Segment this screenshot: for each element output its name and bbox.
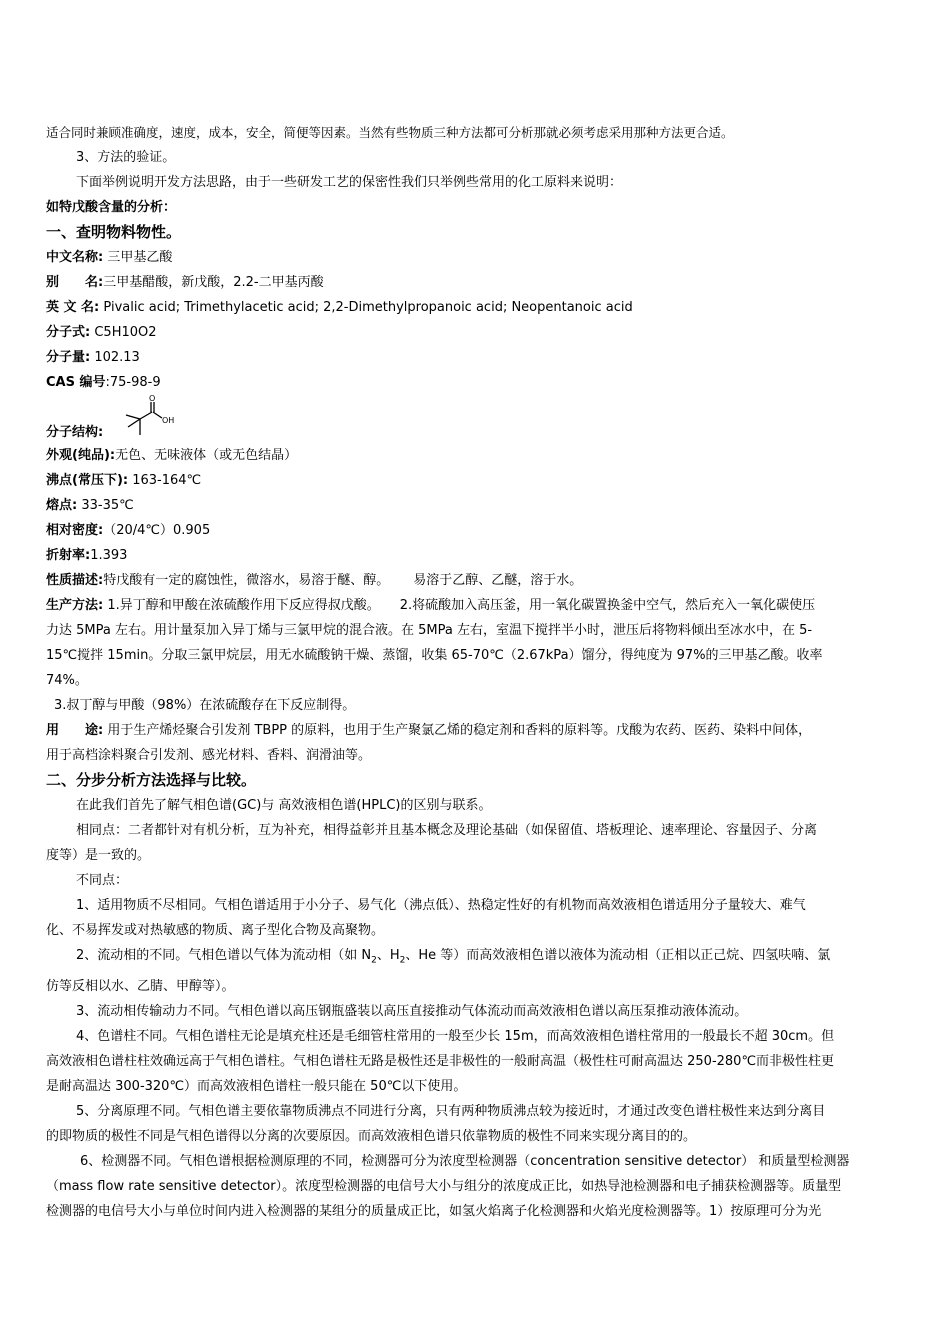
difference-line: 高效液相色谱柱柱效确远高于气相色谱柱。气相色谱柱无路是极性还是非极性的一般耐高温（极性柱可耐高温达 250-280℃而非极性柱更 xyxy=(46,1053,835,1069)
intro-subtitle: 如特戊酸含量的分析： xyxy=(46,200,177,215)
property-label: 英 文 名: xyxy=(46,300,100,315)
property-value: 三甲基醋酸，新戊酸，2.2-二甲基丙酸 xyxy=(103,275,324,290)
property-label: 熔点: xyxy=(46,498,78,513)
difference-line: 化、不易挥发或对热敏感的物质、离子型化合物及高聚物。 xyxy=(46,923,385,938)
property-cas xyxy=(46,370,908,395)
paragraph-line: 度等）是一致的。 xyxy=(46,848,151,863)
intro-line: 3、方法的验证。 xyxy=(76,150,176,165)
production-line: 3.叔丁醇与甲酸（98%）在浓硫酸存在下反应制得。 xyxy=(54,698,356,713)
property-label: 中文名称: xyxy=(46,250,104,265)
property-label: 沸点(常压下): xyxy=(46,473,129,488)
structure-hydroxyl-label: OH xyxy=(162,416,175,425)
section-heading-2: 二、分步分析方法选择与比较。 xyxy=(46,771,257,789)
production-line: 74%。 xyxy=(46,673,88,688)
property-value: :75-98-9 xyxy=(105,375,161,390)
structure-oxygen-label: O xyxy=(149,395,156,403)
paragraph-line: 在此我们首先了解气相色谱(GC)与 高效液相色谱(HPLC)的区别与联系。 xyxy=(76,798,492,813)
property-structure xyxy=(46,395,908,443)
property-label: 别 名: xyxy=(46,275,104,290)
property-label: 生产方法: xyxy=(46,598,104,613)
property-label: 分子结构: xyxy=(46,425,104,440)
difference-line: 6、检测器不同。气相色谱根据检测原理的不同，检测器可分为浓度型检测器（concentration sensitive detector） 和质量型检测器 xyxy=(80,1153,850,1169)
difference-line: 检测器的电信号大小与单位时间内进入检测器的某组分的质量成正比，如氢火焰离子化检测器和火焰光度检测器等。1）按原理可分为光 xyxy=(46,1203,822,1219)
property-value: 163-164℃ xyxy=(132,473,202,488)
property-label: 分子式: xyxy=(46,325,91,340)
property-value: 三甲基乙酸 xyxy=(107,250,173,265)
property-alias xyxy=(46,270,908,295)
difference-text: 、H xyxy=(376,948,400,963)
property-en-name xyxy=(46,295,908,320)
property-mp xyxy=(46,493,908,518)
paragraph-line: 不同点： xyxy=(76,873,129,888)
usage-line xyxy=(46,718,908,743)
subscript: 2 xyxy=(399,955,406,966)
difference-line: 5、分离原理不同。气相色谱主要依靠物质沸点不同进行分离，只有两种物质沸点较为接近时，才通过改变色谱柱极性来达到分离目 xyxy=(76,1103,826,1119)
property-label: CAS 编号 xyxy=(46,375,106,390)
production-line xyxy=(46,593,908,618)
property-mw xyxy=(46,345,908,370)
property-value: 102.13 xyxy=(94,350,140,365)
difference-line: （mass flow rate sensitive detector）。浓度型检测器的电信号大小与组分的浓度成正比，如热导池检测器和电子捕获检测器等。质量型 xyxy=(46,1178,842,1194)
property-value: 无色、无味液体（或无色结晶） xyxy=(115,448,298,463)
property-bp xyxy=(46,468,908,493)
production-line: 15℃搅拌 15min。分取三氯甲烷层，用无水硫酸钠干燥、蒸馏，收集 65-70℃（2.67kPa）馏分，得纯度为 97%的三甲基乙酸。收率 xyxy=(46,648,823,663)
difference-text: 、He 等）而高效液相色谱以液体为流动相（正相以正己烷、四氢呋喃、氯 xyxy=(405,948,831,963)
property-value: 1.393 xyxy=(90,548,128,563)
property-label: 外观(纯品): xyxy=(46,448,116,463)
property-value: 33-35℃ xyxy=(81,498,134,513)
document-page xyxy=(46,120,908,1224)
property-label: 相对密度: xyxy=(46,523,104,538)
molecular-structure-image xyxy=(118,395,176,439)
difference-line: 1、适用物质不尽相同。气相色谱适用于小分子、易气化（沸点低）、热稳定性好的有机物而高效液相色谱适用分子量较大、难气 xyxy=(76,898,806,913)
difference-line: 是耐高温达 300-320℃）而高效液相色谱柱一般只能在 50℃以下使用。 xyxy=(46,1078,467,1094)
property-label: 分子量: xyxy=(46,350,91,365)
property-density xyxy=(46,518,908,543)
property-value: （20/4℃）0.905 xyxy=(103,523,211,538)
difference-text: 2、流动相的不同。气相色谱以气体为流动相（如 N xyxy=(76,948,372,963)
property-cn-name xyxy=(46,245,908,270)
section-heading-1: 一、查明物料物性。 xyxy=(46,223,182,241)
production-line: 力达 5MPa 左右。用计量泵加入异丁烯与三氯甲烷的混合液。在 5MPa 左右，室温下搅拌半小时，泄压后将物料倾出至冰水中，在 5- xyxy=(46,623,813,638)
production-text: 1.异丁醇和甲酸在浓硫酸作用下反应得叔戊酸。 xyxy=(107,598,380,613)
property-value: 易溶于乙醇、乙醚，溶于水。 xyxy=(413,573,583,588)
difference-line: 4、色谱柱不同。气相色谱柱无论是填充柱还是毛细管柱常用的一般至少长 15m，而高效液相色谱柱常用的一般最长不超 30cm。但 xyxy=(76,1028,835,1044)
property-formula xyxy=(46,320,908,345)
difference-line xyxy=(46,943,908,974)
property-value: C5H10O2 xyxy=(94,325,157,340)
subscript: 2 xyxy=(371,955,377,966)
property-label: 用 途: xyxy=(46,723,104,738)
intro-line: 适合同时兼顾准确度，速度，成本，安全，简便等因素。当然有些物质三种方法都可分析那就必须考虑采用那种方法更合适。 xyxy=(46,125,734,140)
production-text: 2.将硫酸加入高压釜，用一氧化碳置换釜中空气，然后充入一氧化碳使压 xyxy=(399,598,816,613)
property-label: 性质描述: xyxy=(46,573,104,588)
property-appearance xyxy=(46,443,908,468)
property-ri xyxy=(46,543,908,568)
usage-text: 用于生产烯烃聚合引发剂 TBPP 的原料，也用于生产聚氯乙烯的稳定剂和香料的原料等。戊酸为农药、医药、染料中间体， xyxy=(107,723,812,738)
property-value: 特戊酸有一定的腐蚀性，微溶水，易溶于醚、醇。 xyxy=(103,573,390,588)
paragraph-line: 相同点：二者都针对有机分析，互为补充，相得益彰并且基本概念及理论基础（如保留值、塔板理论、速率理论、容量因子、分离 xyxy=(76,823,818,838)
property-description xyxy=(46,568,908,593)
property-label: 折射率: xyxy=(46,548,91,563)
intro-line: 下面举例说明开发方法思路，由于一些研发工艺的保密性我们只举例些常用的化工原料来说明： xyxy=(76,175,623,190)
difference-line: 的即物质的极性不同是气相色谱得以分离的次要原因。而高效液相色谱只依靠物质的极性不同来实现分离目的的。 xyxy=(46,1128,697,1144)
difference-line: 3、流动相传输动力不同。气相色谱以高压钢瓶盛装以高压直接推动气体流动而高效液相色谱以高压泵推动液体流动。 xyxy=(76,1003,748,1019)
usage-line: 用于高档涂料聚合引发剂、感光材料、香料、润滑油等。 xyxy=(46,748,372,763)
property-value: Pivalic acid; Trimethylacetic acid; 2,2-Dimethylpropanoic acid; Neopentanoic acid xyxy=(103,300,633,315)
difference-line: 仿等反相以水、乙腈、甲醇等）。 xyxy=(46,978,235,994)
